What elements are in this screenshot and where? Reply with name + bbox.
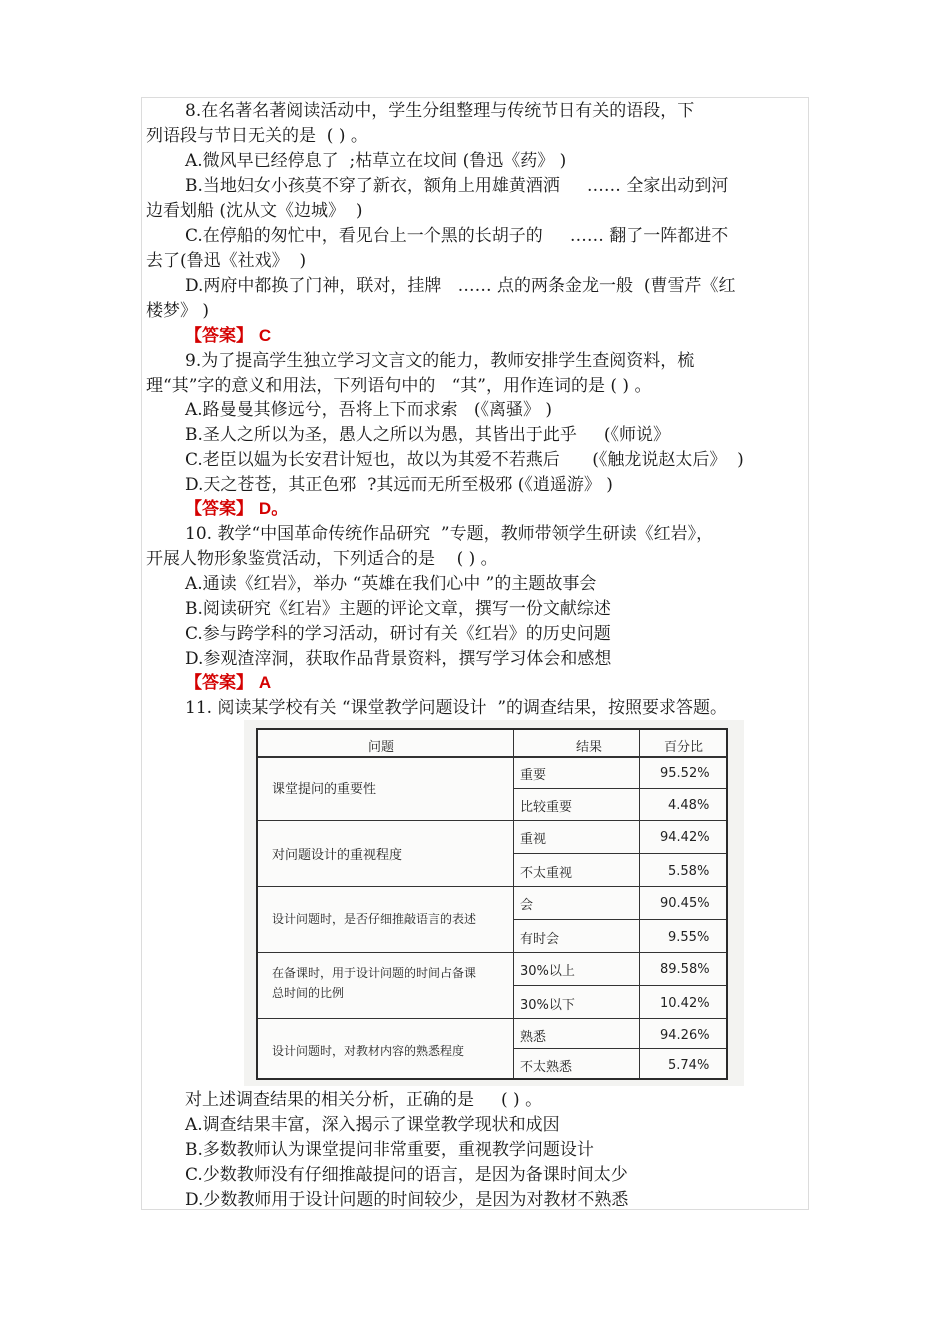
table-header-result: 结果 bbox=[576, 740, 603, 755]
answer-value: D。 bbox=[258, 499, 289, 518]
table-header-question: 问题 bbox=[368, 740, 395, 755]
table-cell-percent: 9.55% bbox=[668, 930, 710, 945]
table-cell-result: 比较重要 bbox=[520, 800, 573, 815]
q11-stem: 11. 阅读某学校有关 “课堂教学问题设计 ”的调查结果，按照要求答题。 bbox=[185, 698, 728, 718]
q11-prompt: 对上述调查结果的相关分析，正确的是 ( ) 。 bbox=[185, 1090, 543, 1110]
table-cell-percent: 5.58% bbox=[668, 864, 710, 879]
table-cell-result: 不太熟悉 bbox=[520, 1060, 573, 1075]
q8-answer bbox=[185, 325, 271, 347]
table-cell-result: 会 bbox=[520, 898, 534, 913]
q10-option-c: C.参与跨学科的学习活动，研讨有关《红岩》的历史问题 bbox=[185, 624, 611, 644]
q10-option-b: B.阅读研究《红岩》主题的评论文章，撰写一份文献综述 bbox=[185, 599, 611, 619]
answer-label: 【答案】 bbox=[185, 326, 253, 346]
q11-option-d: D.少数教师用于设计问题的时间较少，是因为对教材不熟悉 bbox=[185, 1190, 629, 1210]
table-cell-percent: 94.42% bbox=[660, 830, 710, 845]
q11-option-b: B.多数教师认为课堂提问非常重要，重视教学问题设计 bbox=[185, 1140, 594, 1160]
table-cell-result: 有时会 bbox=[520, 932, 560, 947]
q10-option-d: D.参观渣滓洞，获取作品背景资料，撰写学习体会和感想 bbox=[185, 649, 612, 669]
answer-label: 【答案】 bbox=[185, 673, 253, 693]
q9-option-d: D.天之苍苍，其正色邪 ?其远而无所至极邪 (《逍遥游》 ) bbox=[185, 475, 613, 495]
q10-answer bbox=[185, 672, 271, 694]
table-cell-result: 30%以上 bbox=[520, 964, 575, 979]
table-cell-percent: 90.45% bbox=[660, 896, 710, 911]
table-row-question: 对问题设计的重视程度 bbox=[272, 848, 403, 863]
q9-option-b: B.圣人之所以为圣，愚人之所以为愚，其皆出于此乎 (《师说》 bbox=[185, 425, 671, 445]
q8-stem-line1: 8.在名著名著阅读活动中，学生分组整理与传统节日有关的语段，下 bbox=[185, 101, 695, 121]
table-cell-result: 不太重视 bbox=[520, 866, 573, 881]
table-header-percent: 百分比 bbox=[664, 740, 704, 755]
q8-stem-line2: 列语段与节日无关的是 ( ) 。 bbox=[146, 126, 368, 146]
q8-option-b-line2: 边看划船 (沈从文《边城》 ) bbox=[146, 201, 363, 221]
table-cell-percent: 5.74% bbox=[668, 1058, 710, 1073]
table-cell-percent: 10.42% bbox=[660, 996, 710, 1011]
q9-stem-line1: 9.为了提高学生独立学习文言文的能力，教师安排学生查阅资料，梳 bbox=[185, 351, 695, 371]
answer-value: C bbox=[258, 326, 272, 345]
q9-stem-line2: 理“其”字的意义和用法，下列语句中的 “其”，用作连词的是 ( ) 。 bbox=[146, 376, 652, 396]
table-cell-percent: 94.26% bbox=[660, 1028, 710, 1043]
q8-option-b-line1: B.当地妇女小孩莫不穿了新衣，额角上用雄黄酒洒 …… 全家出动到河 bbox=[185, 176, 729, 196]
answer-label: 【答案】 bbox=[185, 499, 253, 519]
q9-answer bbox=[185, 498, 288, 520]
q11-option-c: C.少数教师没有仔细推敲提问的语言，是因为备课时间太少 bbox=[185, 1165, 628, 1185]
q8-option-d-line2: 楼梦》 ) bbox=[146, 301, 210, 321]
table-cell-result: 熟悉 bbox=[520, 1030, 547, 1045]
q8-option-d-line1: D.两府中都换了门神，联对，挂牌 …… 点的两条金龙一般 (曹雪芹《红 bbox=[185, 276, 736, 296]
q8-option-c-line1: C.在停船的匆忙中，看见台上一个黑的长胡子的 …… 翻了一阵都进不 bbox=[185, 226, 729, 246]
table-row-question: 课堂提问的重要性 bbox=[272, 782, 377, 797]
q9-option-c: C.老臣以媪为长安君计短也，故以为其爱不若燕后 (《触龙说赵太后》 ) bbox=[185, 450, 744, 470]
q8-option-c-line2: 去了(鲁迅《社戏》 ) bbox=[146, 251, 307, 271]
q10-stem-line2: 开展人物形象鉴赏活动，下列适合的是 ( ) 。 bbox=[146, 549, 498, 569]
answer-value: A bbox=[258, 673, 272, 692]
q9-option-a: A.路曼曼其修远兮，吾将上下而求索 (《离骚》 ) bbox=[185, 400, 553, 420]
survey-table bbox=[256, 728, 728, 1080]
table-cell-result: 重要 bbox=[520, 768, 547, 783]
q11-option-a: A.调查结果丰富，深入揭示了课堂教学现状和成因 bbox=[185, 1115, 560, 1135]
q8-option-a: A.微风早已经停息了 ;枯草立在坟间 (鲁迅《药》 ) bbox=[185, 151, 567, 171]
q10-option-a: A.通读《红岩》，举办 “英雄在我们心中 ”的主题故事会 bbox=[185, 574, 597, 594]
table-row-question-line1: 在备课时，用于设计问题的时间占备课 bbox=[272, 966, 477, 980]
table-cell-result: 重视 bbox=[520, 832, 547, 847]
q10-stem-line1: 10. 教学“中国革命传统作品研究 ”专题，教师带领学生研读《红岩》， bbox=[185, 524, 714, 544]
table-cell-result: 30%以下 bbox=[520, 998, 575, 1013]
table-row-question: 设计问题时，对教材内容的熟悉程度 bbox=[272, 1044, 465, 1058]
table-row-question-line2: 总时间的比例 bbox=[272, 986, 345, 1000]
table-cell-percent: 95.52% bbox=[660, 766, 710, 781]
table-row-question: 设计问题时，是否仔细推敲语言的表述 bbox=[272, 912, 477, 926]
table-cell-percent: 4.48% bbox=[668, 798, 710, 813]
survey-table-image bbox=[244, 720, 744, 1086]
table-cell-percent: 89.58% bbox=[660, 962, 710, 977]
